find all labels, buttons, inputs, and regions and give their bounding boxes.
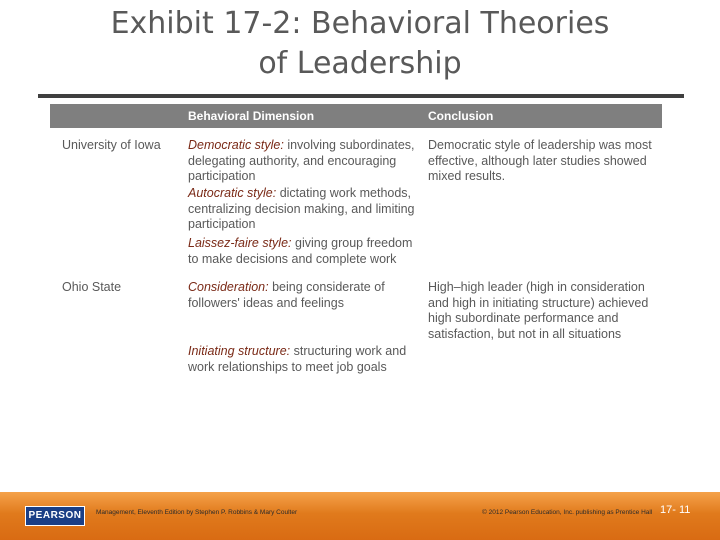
dimension-democratic xyxy=(188,138,424,185)
footer-book-credit: Management, Eleventh Edition by Stephen P. Robbins & Mary Coulter xyxy=(96,509,298,516)
leadership-theories-table xyxy=(50,104,662,379)
term-autocratic: Autocratic style: xyxy=(188,186,277,200)
desc-consideration: being considerate of followers' ideas and feelings xyxy=(188,280,385,310)
slide-footer xyxy=(0,492,720,540)
slide-title-line-2: of Leadership xyxy=(258,46,462,81)
dimension-laissez-faire xyxy=(188,236,424,267)
title-divider xyxy=(38,94,684,98)
desc-laissez-faire: giving group freedom to make decisions and complete work xyxy=(188,236,413,266)
term-initiating-structure: Initiating structure: xyxy=(188,344,291,358)
dimension-consideration xyxy=(188,280,424,311)
term-laissez-faire: Laissez-faire style: xyxy=(188,236,292,250)
page-number: 17- 11 xyxy=(660,504,691,516)
dimension-autocratic xyxy=(188,186,424,233)
desc-initiating-structure: structuring work and work relationships to meet job goals xyxy=(188,344,407,374)
table-header xyxy=(50,104,662,128)
conclusion-ohio-state: High–high leader (high in consideration and high in initiating structure) achieved high subordinate performance and satisfaction, but not in all situations xyxy=(428,280,649,341)
slide-title xyxy=(0,4,720,84)
conclusion-iowa: Democratic style of leadership was most effective, although later studies showed mixed results. xyxy=(428,138,652,183)
desc-democratic: involving subordinates, delegating authority, and encouraging participation xyxy=(188,138,415,183)
desc-autocratic: dictating work methods, centralizing decision making, and limiting participation xyxy=(188,186,415,231)
footer-band xyxy=(0,492,720,540)
term-consideration: Consideration: xyxy=(188,280,269,294)
row-label-iowa: University of Iowa xyxy=(62,138,161,152)
header-behavioral-dimension: Behavioral Dimension xyxy=(188,109,315,123)
dimension-initiating-structure xyxy=(188,344,424,375)
slide-title-line-1: Exhibit 17-2: Behavioral Theories xyxy=(110,6,610,41)
pearson-logo: PEARSON xyxy=(25,506,85,526)
term-democratic: Democratic style: xyxy=(188,138,284,152)
footer-copyright: © 2012 Pearson Education, Inc. publishing as Prentice Hall xyxy=(482,509,653,516)
header-conclusion: Conclusion xyxy=(428,109,494,123)
row-label-ohio-state: Ohio State xyxy=(62,280,122,294)
